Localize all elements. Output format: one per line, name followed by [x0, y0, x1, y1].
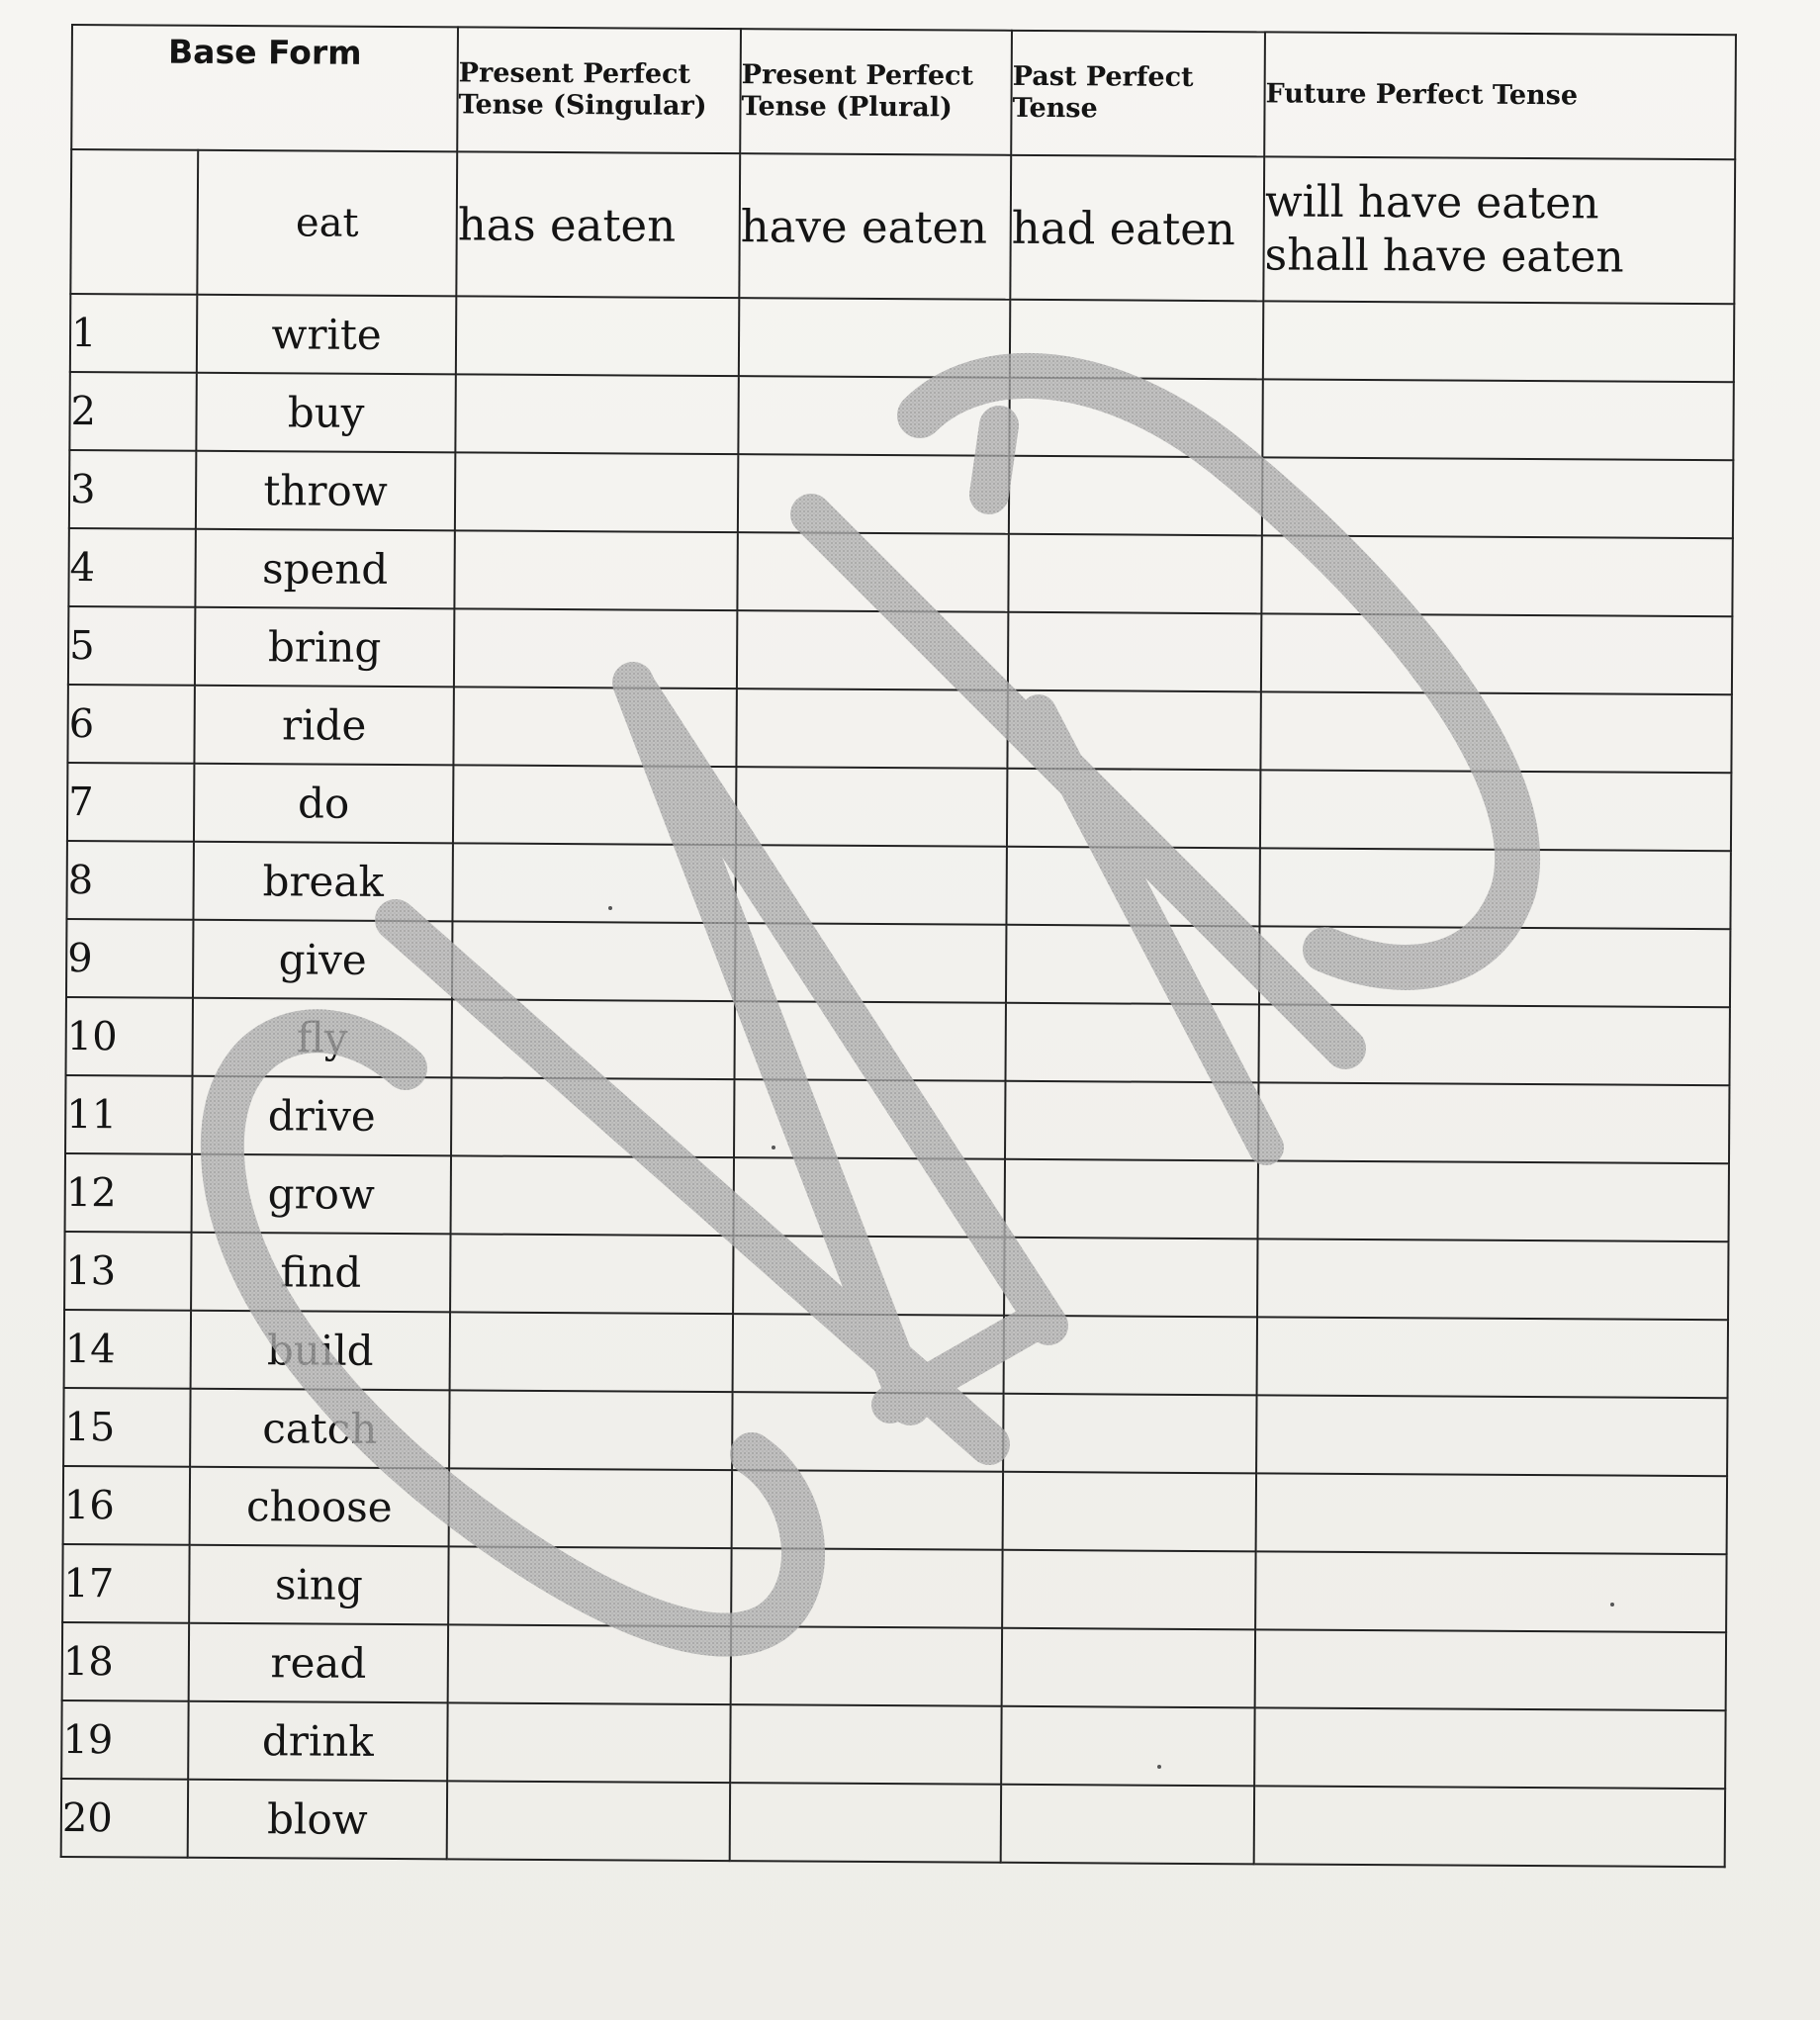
blank-answer-cell-present-perfect-singular — [449, 1390, 732, 1470]
header-present-perfect-plural — [740, 29, 1012, 155]
row-number: 8 — [66, 841, 193, 920]
row-number: 12 — [65, 1153, 192, 1233]
blank-answer-cell-past-perfect — [1002, 1550, 1255, 1630]
table-row — [64, 1232, 1728, 1320]
table-row — [62, 1622, 1726, 1710]
blank-answer-cell-future-perfect — [1256, 1395, 1727, 1476]
row-base-verb: fly — [193, 998, 452, 1078]
blank-answer-cell-present-perfect-plural — [730, 1704, 1001, 1785]
row-base-verb: grow — [192, 1154, 451, 1235]
blank-answer-cell-future-perfect — [1258, 1004, 1729, 1085]
blank-answer-cell-past-perfect — [1010, 300, 1263, 380]
blank-answer-cell-future-perfect — [1255, 1551, 1726, 1632]
row-number: 3 — [69, 450, 196, 529]
example-future-perfect — [1263, 156, 1735, 304]
row-base-verb: do — [194, 764, 453, 844]
blank-answer-cell-present-perfect-singular — [455, 452, 738, 532]
blank-answer-cell-present-perfect-singular — [448, 1624, 731, 1704]
blank-answer-cell-past-perfect — [1002, 1628, 1255, 1708]
row-number: 20 — [61, 1779, 188, 1858]
row-number: 1 — [70, 294, 197, 373]
blank-answer-cell-future-perfect — [1258, 1082, 1729, 1163]
example-num-cell — [70, 149, 198, 295]
row-number: 16 — [63, 1466, 190, 1545]
blank-answer-cell-past-perfect — [1006, 925, 1259, 1005]
blank-answer-cell-present-perfect-plural — [736, 767, 1007, 847]
paper-speck — [1157, 1765, 1161, 1769]
blank-answer-cell-present-perfect-plural — [737, 532, 1008, 612]
blank-answer-cell-past-perfect — [1005, 1159, 1258, 1240]
blank-answer-cell-present-perfect-plural — [735, 923, 1006, 1003]
blank-answer-cell-past-perfect — [1003, 1472, 1256, 1552]
blank-answer-cell-present-perfect-plural — [735, 1001, 1006, 1081]
blank-answer-cell-present-perfect-singular — [453, 765, 736, 845]
example-present-perfect-plural: have eaten — [739, 153, 1011, 300]
table-row — [65, 1153, 1729, 1241]
blank-answer-cell-present-perfect-singular — [447, 1781, 730, 1861]
blank-answer-cell-present-perfect-singular — [454, 608, 737, 689]
row-number: 6 — [67, 685, 194, 764]
row-base-verb: drink — [188, 1701, 447, 1782]
row-base-verb: drive — [192, 1076, 451, 1156]
row-number: 7 — [67, 763, 194, 842]
blank-answer-cell-present-perfect-plural — [739, 298, 1010, 378]
blank-answer-cell-present-perfect-singular — [454, 530, 737, 610]
row-base-verb: give — [193, 920, 452, 1000]
future-form-will: will have eaten — [1264, 176, 1599, 230]
row-base-verb: spend — [195, 529, 454, 609]
blank-answer-cell-future-perfect — [1255, 1629, 1726, 1710]
row-base-verb: read — [189, 1623, 448, 1703]
blank-answer-cell-future-perfect — [1256, 1473, 1727, 1554]
blank-answer-cell-past-perfect — [1003, 1394, 1256, 1474]
paper-speck — [608, 906, 612, 910]
blank-answer-cell-past-perfect — [1009, 378, 1262, 458]
header-row — [71, 25, 1736, 159]
verb-forms-table — [60, 24, 1737, 1868]
header-line: Present Perfect — [741, 59, 974, 92]
row-number: 13 — [64, 1232, 191, 1311]
blank-answer-cell-present-perfect-plural — [733, 1314, 1004, 1394]
row-number: 14 — [64, 1310, 191, 1389]
blank-answer-cell-present-perfect-plural — [733, 1236, 1004, 1316]
blank-answer-cell-present-perfect-singular — [452, 999, 735, 1079]
blank-answer-cell-present-perfect-singular — [451, 1155, 734, 1236]
table-row — [61, 1700, 1725, 1789]
blank-answer-cell-present-perfect-singular — [450, 1234, 733, 1314]
blank-answer-cell-future-perfect — [1260, 691, 1731, 773]
blank-answer-cell-past-perfect — [1009, 456, 1262, 536]
header-line: Past Perfect — [1012, 60, 1194, 93]
blank-answer-cell-future-perfect — [1261, 613, 1732, 694]
blank-answer-cell-present-perfect-singular — [449, 1468, 732, 1548]
blank-answer-cell-present-perfect-plural — [734, 1157, 1005, 1238]
header-line: Tense (Singular) — [458, 89, 707, 122]
table-row — [68, 528, 1732, 616]
row-base-verb: break — [193, 842, 452, 922]
table-row — [68, 606, 1732, 694]
paper-speck — [1610, 1603, 1614, 1607]
blank-answer-cell-present-perfect-singular — [451, 1077, 734, 1157]
header-line: Tense (Plural) — [741, 91, 953, 124]
table-row — [66, 919, 1730, 1007]
header-future-perfect: Future Perfect Tense — [1264, 32, 1736, 159]
blank-answer-cell-present-perfect-plural — [738, 454, 1009, 534]
blank-answer-cell-present-perfect-plural — [737, 610, 1008, 690]
blank-answer-cell-future-perfect — [1257, 1317, 1728, 1398]
blank-answer-cell-present-perfect-plural — [732, 1470, 1003, 1550]
blank-answer-cell-past-perfect — [1005, 1081, 1258, 1161]
table-row — [69, 372, 1733, 460]
blank-answer-cell-future-perfect — [1260, 770, 1731, 851]
blank-answer-cell-future-perfect — [1261, 535, 1732, 616]
blank-answer-cell-past-perfect — [1008, 612, 1261, 692]
blank-answer-cell-future-perfect — [1259, 848, 1730, 929]
table-row — [63, 1388, 1727, 1476]
blank-answer-cell-past-perfect — [1001, 1706, 1254, 1787]
blank-answer-cell-future-perfect — [1254, 1707, 1725, 1789]
blank-answer-cell-present-perfect-plural — [731, 1626, 1002, 1706]
row-base-verb: buy — [196, 373, 455, 453]
paper-speck — [772, 1146, 775, 1149]
table-row — [61, 1779, 1725, 1867]
blank-answer-cell-present-perfect-plural — [732, 1392, 1003, 1472]
table-row — [66, 997, 1730, 1085]
blank-answer-cell-present-perfect-plural — [735, 845, 1006, 925]
row-base-verb: find — [191, 1233, 450, 1313]
row-number: 18 — [62, 1622, 189, 1701]
header-base-form: Base Form — [71, 25, 458, 151]
row-base-verb: catch — [190, 1389, 449, 1469]
table-row — [67, 763, 1731, 851]
blank-answer-cell-past-perfect — [1004, 1238, 1257, 1318]
table-row — [62, 1544, 1726, 1632]
blank-answer-cell-present-perfect-singular — [447, 1702, 730, 1783]
row-number: 17 — [62, 1544, 189, 1623]
blank-answer-cell-past-perfect — [1008, 534, 1261, 614]
example-row — [70, 149, 1735, 304]
blank-answer-cell-present-perfect-singular — [456, 296, 739, 376]
verb-table-container — [60, 24, 1735, 1866]
row-base-verb: blow — [188, 1780, 447, 1860]
table-row — [66, 841, 1730, 929]
row-number: 19 — [61, 1700, 188, 1780]
example-past-perfect: had eaten — [1010, 155, 1264, 302]
future-form-shall: shall have eaten — [1264, 230, 1624, 283]
blank-answer-cell-past-perfect — [1007, 690, 1260, 771]
blank-answer-cell-past-perfect — [1006, 1003, 1259, 1083]
blank-answer-cell-future-perfect — [1263, 301, 1734, 382]
row-number: 9 — [66, 919, 193, 998]
blank-answer-cell-present-perfect-singular — [450, 1312, 733, 1392]
header-line: Tense — [1012, 92, 1098, 125]
blank-answer-cell-past-perfect — [1006, 847, 1259, 927]
blank-answer-cell-present-perfect-plural — [730, 1783, 1001, 1863]
row-number: 2 — [69, 372, 196, 451]
example-verb: eat — [197, 150, 457, 297]
table-row — [63, 1466, 1727, 1554]
header-present-perfect-singular — [457, 27, 741, 153]
blank-answer-cell-present-perfect-singular — [455, 374, 738, 454]
blank-answer-cell-future-perfect — [1254, 1786, 1725, 1867]
blank-answer-cell-present-perfect-singular — [448, 1546, 731, 1626]
blank-answer-cell-future-perfect — [1262, 379, 1733, 460]
row-base-verb: write — [197, 295, 456, 375]
table-row — [70, 294, 1734, 382]
row-base-verb: sing — [189, 1545, 448, 1625]
blank-answer-cell-past-perfect — [1004, 1316, 1257, 1396]
row-base-verb: build — [191, 1311, 450, 1391]
row-number: 11 — [65, 1075, 192, 1154]
blank-answer-cell-present-perfect-plural — [731, 1548, 1002, 1628]
blank-answer-cell-present-perfect-singular — [453, 687, 736, 767]
blank-answer-cell-future-perfect — [1257, 1239, 1728, 1320]
row-number: 5 — [68, 606, 195, 686]
example-present-perfect-singular: has eaten — [456, 151, 740, 298]
blank-answer-cell-past-perfect — [1001, 1785, 1254, 1865]
blank-answer-cell-present-perfect-singular — [452, 843, 735, 923]
blank-answer-cell-future-perfect — [1259, 926, 1730, 1007]
table-row — [69, 450, 1733, 538]
row-base-verb: choose — [190, 1467, 449, 1547]
blank-answer-cell-present-perfect-plural — [738, 376, 1009, 456]
blank-answer-cell-present-perfect-plural — [736, 689, 1007, 769]
header-past-perfect — [1011, 31, 1265, 157]
blank-answer-cell-future-perfect — [1258, 1160, 1729, 1241]
table-row — [64, 1310, 1728, 1398]
header-line: Present Perfect — [458, 57, 691, 90]
row-base-verb: throw — [196, 451, 455, 531]
row-base-verb: bring — [195, 607, 454, 688]
row-number: 4 — [68, 528, 195, 607]
row-base-verb: ride — [194, 686, 453, 766]
blank-answer-cell-future-perfect — [1262, 457, 1733, 538]
blank-answer-cell-present-perfect-singular — [452, 921, 735, 1001]
blank-answer-cell-past-perfect — [1007, 769, 1260, 849]
row-number: 10 — [66, 997, 193, 1076]
row-number: 15 — [63, 1388, 190, 1467]
table-row — [65, 1075, 1729, 1163]
table-row — [67, 685, 1731, 773]
